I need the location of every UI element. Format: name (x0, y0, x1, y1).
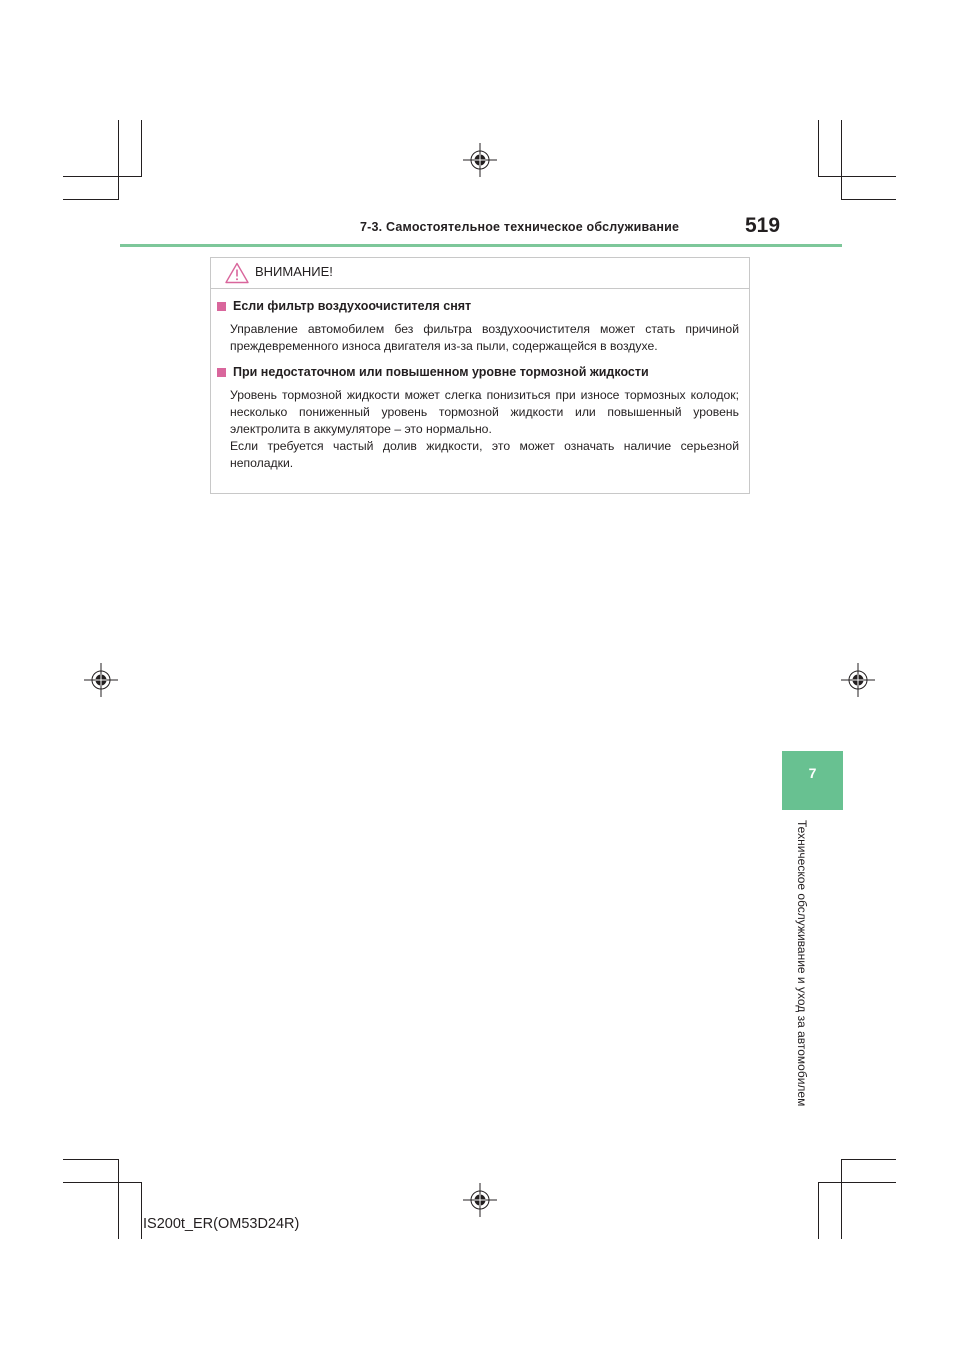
chapter-title: Техническое обслуживание и уход за автомобилем (795, 820, 809, 1107)
chapter-number: 7 (808, 765, 817, 781)
running-head: 7-3. Самостоятельное техническое обслуживание (360, 220, 680, 234)
page-number: 519 (745, 214, 781, 237)
square-bullet-icon (217, 302, 226, 311)
document-id: IS200t_ER(OM53D24R) (143, 1216, 300, 1232)
registration-mark-icon (463, 1183, 497, 1217)
registration-mark-icon (84, 663, 118, 697)
section-paragraph: Если требуется частый долив жидкости, это может означать наличие серьезной неполадки. (230, 439, 739, 470)
warning-triangle-icon (225, 262, 249, 284)
warning-title: ВНИМАНИЕ! (255, 264, 333, 279)
section-heading-text: Если фильтр воздухоочистителя снят (233, 299, 472, 313)
section-paragraph: Уровень тормозной жидкости может слегка понизиться при износе тормозных колодок; несколько пониженный уровень тормозной жидкости или повышенный уровень электролита в аккумуляторе – это нормально. (230, 388, 739, 436)
header-rule (120, 244, 842, 247)
square-bullet-icon (217, 368, 226, 377)
section-paragraph: Управление автомобилем без фильтра воздухоочистителя может стать причиной преждевременного износа двигателя из-за пыли, содержащейся в воздухе. (230, 322, 739, 353)
warning-header (211, 258, 749, 289)
section-heading (217, 365, 741, 379)
chapter-tab (782, 751, 843, 810)
section-heading-text: При недостаточном или повышенном уровне тормозной жидкости (233, 365, 649, 379)
section-heading (217, 299, 741, 313)
warning-box (210, 257, 750, 494)
warning-section (217, 299, 741, 355)
warning-body (211, 289, 749, 472)
warning-section (217, 365, 741, 472)
registration-mark-icon (841, 663, 875, 697)
registration-mark-icon (463, 143, 497, 177)
